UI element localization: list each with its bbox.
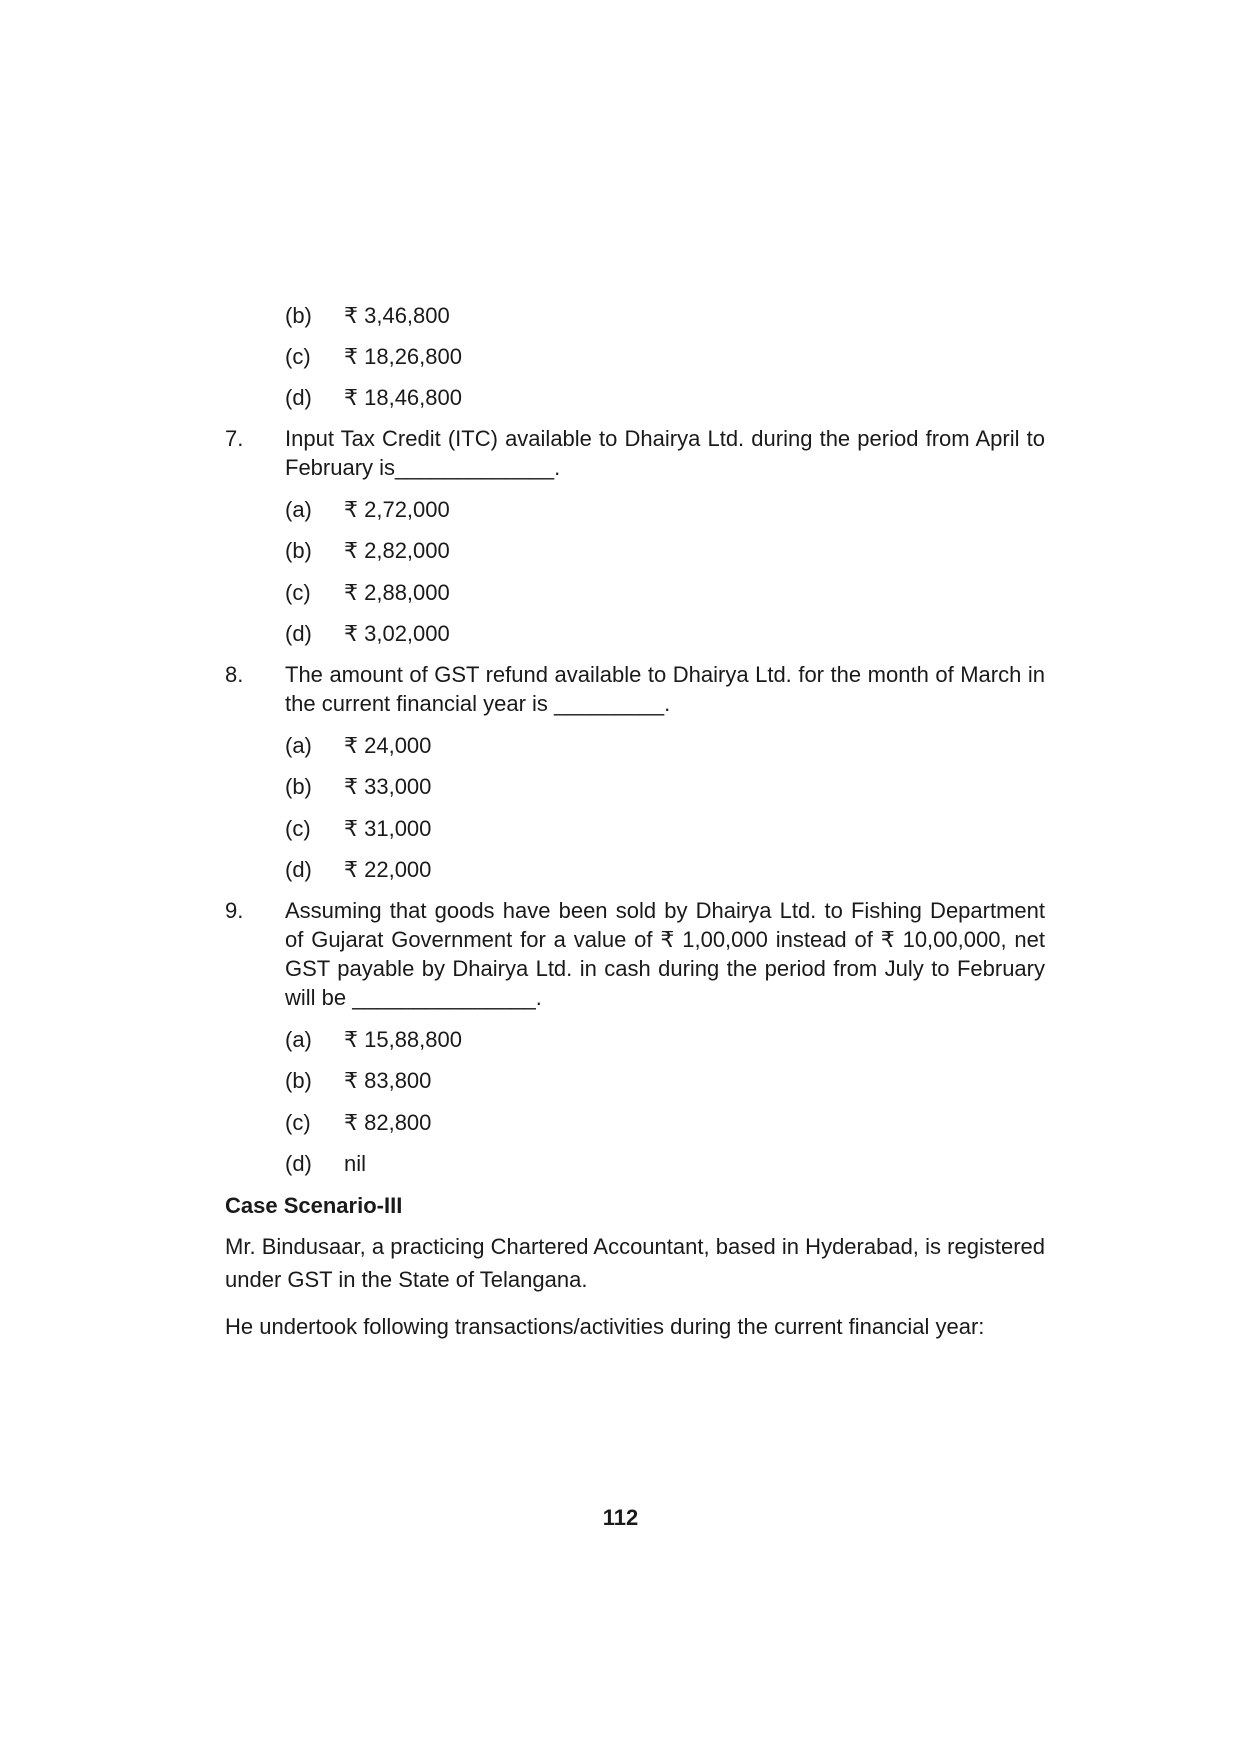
question-9 bbox=[225, 896, 1045, 1012]
option-text: ₹ 3,46,800 bbox=[344, 303, 450, 328]
option-text: ₹ 82,800 bbox=[344, 1110, 432, 1135]
question-number: 8. bbox=[225, 662, 244, 687]
option-text: nil bbox=[344, 1151, 367, 1176]
option-q9-a bbox=[285, 1027, 462, 1053]
option-q8-b bbox=[285, 774, 431, 800]
option-q7-d bbox=[285, 621, 450, 647]
question-text: Assuming that goods have been sold by Dhairya Ltd. to Fishing Department of Gujarat Government for a value of ₹ 1,00,000 instead of ₹ 10,00,000, net GST payable by Dhairya Ltd. in cash during the period from July to February will be _______________. bbox=[285, 898, 1045, 1010]
option-q9-c bbox=[285, 1110, 431, 1136]
option-text: ₹ 18,26,800 bbox=[344, 344, 462, 369]
option-q8-c bbox=[285, 816, 431, 842]
question-text: The amount of GST refund available to Dhairya Ltd. for the month of March in the current financial year is _________. bbox=[285, 662, 1045, 716]
option-label: (c) bbox=[285, 816, 311, 841]
option-label: (a) bbox=[285, 497, 312, 522]
option-label: (c) bbox=[285, 1110, 311, 1135]
option-q9-b bbox=[285, 1068, 431, 1094]
option-label: (c) bbox=[285, 344, 311, 369]
option-q6-c bbox=[285, 344, 462, 370]
option-label: (a) bbox=[285, 1027, 312, 1052]
option-text: ₹ 83,800 bbox=[344, 1068, 432, 1093]
option-q8-a bbox=[285, 733, 431, 759]
case-paragraph-2: He undertook following transactions/activities during the current financial year: bbox=[225, 1314, 985, 1339]
option-q7-a bbox=[285, 497, 450, 523]
option-text: ₹ 15,88,800 bbox=[344, 1027, 462, 1052]
option-label: (b) bbox=[285, 538, 312, 563]
question-7 bbox=[225, 424, 1045, 482]
option-label: (b) bbox=[285, 303, 312, 328]
option-label: (d) bbox=[285, 621, 312, 646]
page-number: 112 bbox=[602, 1505, 639, 1530]
option-text: ₹ 2,82,000 bbox=[344, 538, 450, 563]
option-text: ₹ 24,000 bbox=[344, 733, 432, 758]
question-number: 9. bbox=[225, 898, 244, 923]
option-text: ₹ 2,88,000 bbox=[344, 580, 450, 605]
option-label: (d) bbox=[285, 385, 312, 410]
option-q8-d bbox=[285, 857, 431, 883]
option-text: ₹ 2,72,000 bbox=[344, 497, 450, 522]
option-label: (b) bbox=[285, 774, 312, 799]
option-label: (d) bbox=[285, 1151, 312, 1176]
option-label: (c) bbox=[285, 580, 311, 605]
option-text: ₹ 18,46,800 bbox=[344, 385, 462, 410]
option-text: ₹ 3,02,000 bbox=[344, 621, 450, 646]
option-q6-d bbox=[285, 385, 462, 411]
case-paragraph-1: Mr. Bindusaar, a practicing Chartered Accountant, based in Hyderabad, is registered under GST in the State of Telangana. bbox=[225, 1234, 1045, 1292]
option-q7-c bbox=[285, 580, 450, 606]
option-q7-b bbox=[285, 538, 450, 564]
question-number: 7. bbox=[225, 426, 244, 451]
option-text: ₹ 22,000 bbox=[344, 857, 432, 882]
option-label: (b) bbox=[285, 1068, 312, 1093]
option-label: (a) bbox=[285, 733, 312, 758]
option-q6-b bbox=[285, 303, 450, 329]
question-8 bbox=[225, 660, 1045, 718]
option-q9-d bbox=[285, 1151, 366, 1177]
option-text: ₹ 31,000 bbox=[344, 816, 432, 841]
case-scenario-heading: Case Scenario-III bbox=[225, 1193, 403, 1218]
option-text: ₹ 33,000 bbox=[344, 774, 432, 799]
question-text: Input Tax Credit (ITC) available to Dhairya Ltd. during the period from April to February is_____________. bbox=[285, 426, 1045, 480]
option-label: (d) bbox=[285, 857, 312, 882]
